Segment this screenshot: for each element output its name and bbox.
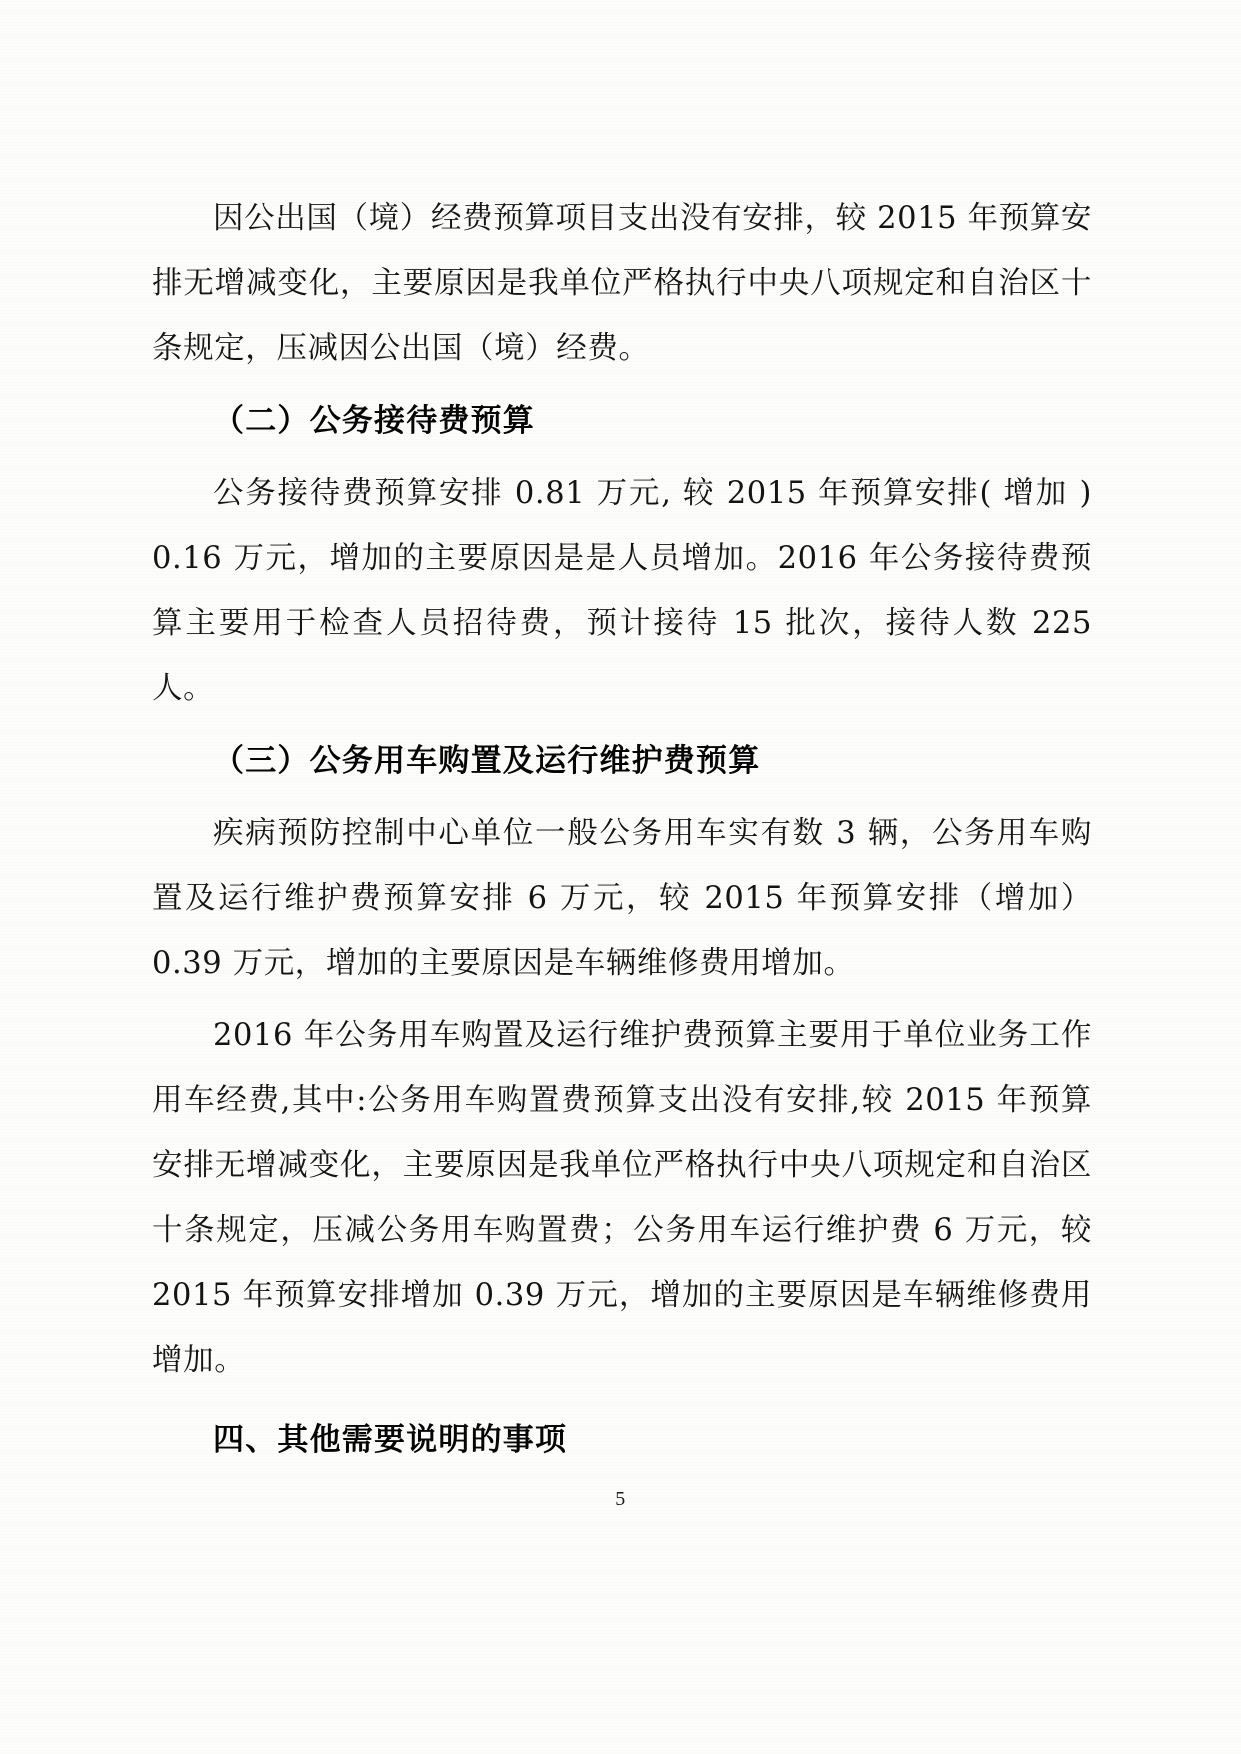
subheading-vehicle-purchase-and-maintenance-budget: （三）公务用车购置及运行维护费预算 [213,743,761,779]
page-number: 5 [615,1488,626,1510]
spacer [152,721,1092,728]
spacer [152,996,1092,1003]
paragraph-vehicle-budget-detail: 2016 年公务用车购置及运行维护费预算主要用于单位业务工作用车经费,其中:公务用车购置费预算支出没有安排,较 2015 年预算安排无增减变化，主要原因是我单位严格执行中央八项规定和自治区十条规定，压减公务用车购置费；公务用车运行维护费 6 万元，较 2015 年预算安排增加 0.39 万元，增加的主要原因是车辆维修费用增加。 [152,1018,1092,1378]
paragraph-vehicle-budget-overview: 疾病预防控制中心单位一般公务用车实有数 3 辆，公务用车购置及运行维护费预算安排 6 万元，较 2015 年预算安排（增加）0.39 万元，增加的主要原因是车辆维修费用增加。 [152,816,1092,981]
paragraph-overseas-travel-budget: 因公出国（境）经费预算项目支出没有安排，较 2015 年预算安排无增减变化，主要原因是我单位严格执行中央八项规定和自治区十条规定，压减因公出国（境）经费。 [152,201,1092,366]
spacer [152,1393,1092,1407]
spacer [152,794,1092,801]
spacer [152,381,1092,388]
document-body [152,186,1092,1473]
spacer [152,454,1092,461]
paragraph-hospitality-budget: 公务接待费预算安排 0.81 万元, 较 2015 年预算安排( 增加 ) 0.16 万元，增加的主要原因是是人员增加。2016 年公务接待费预算主要用于检查人员招待费，预计接待 15 批次，接待人数 225 人。 [152,476,1092,706]
section-heading-other-matters: 四、其他需要说明的事项 [213,1422,568,1458]
subheading-hospitality-budget: （二）公务接待费预算 [213,403,535,439]
